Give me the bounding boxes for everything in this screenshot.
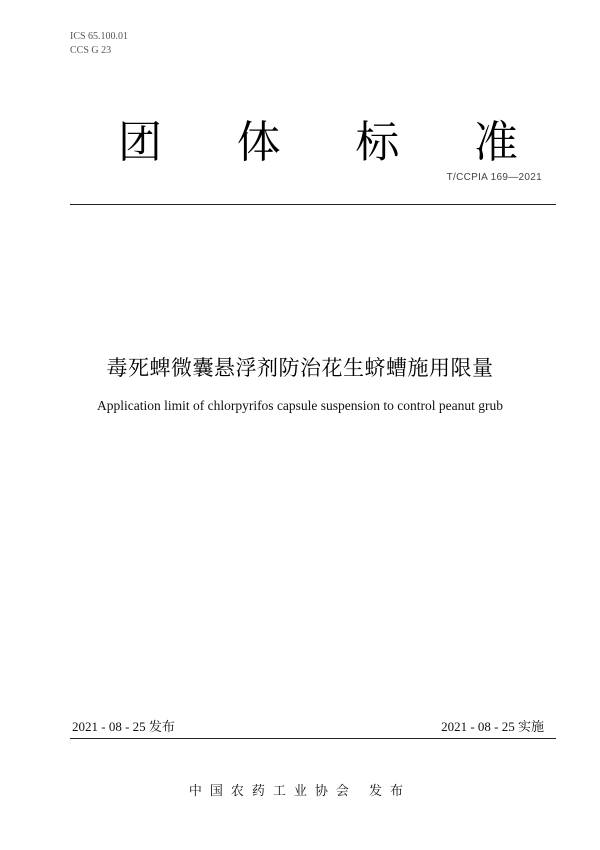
title-char-1: 团: [118, 117, 162, 168]
title-char-2: 体: [236, 117, 281, 168]
title-char-3: 标: [355, 117, 400, 168]
standard-code: T/CCPIA 169—2021: [446, 172, 542, 183]
ics-code: ICS 65.100.01: [70, 31, 129, 42]
top-divider: [70, 204, 556, 205]
english-title: Application limit of chlorpyrifos capsule suspension to control peanut grub: [96, 398, 504, 413]
classification-block: [70, 30, 128, 58]
title-char-4: 准: [473, 117, 518, 168]
chinese-title: 毒死蜱微囊悬浮剂防治花生蛴螬施用限量: [106, 356, 494, 380]
release-date: 2021 - 08 - 25 发布: [72, 719, 175, 734]
publisher: 中国农药工业协会 发布: [188, 784, 412, 799]
ccs-code: CCS G 23: [70, 45, 112, 56]
bottom-divider: [70, 738, 556, 739]
document-type-title: [118, 110, 518, 166]
implementation-date: 2021 - 08 - 25 实施: [441, 719, 544, 734]
